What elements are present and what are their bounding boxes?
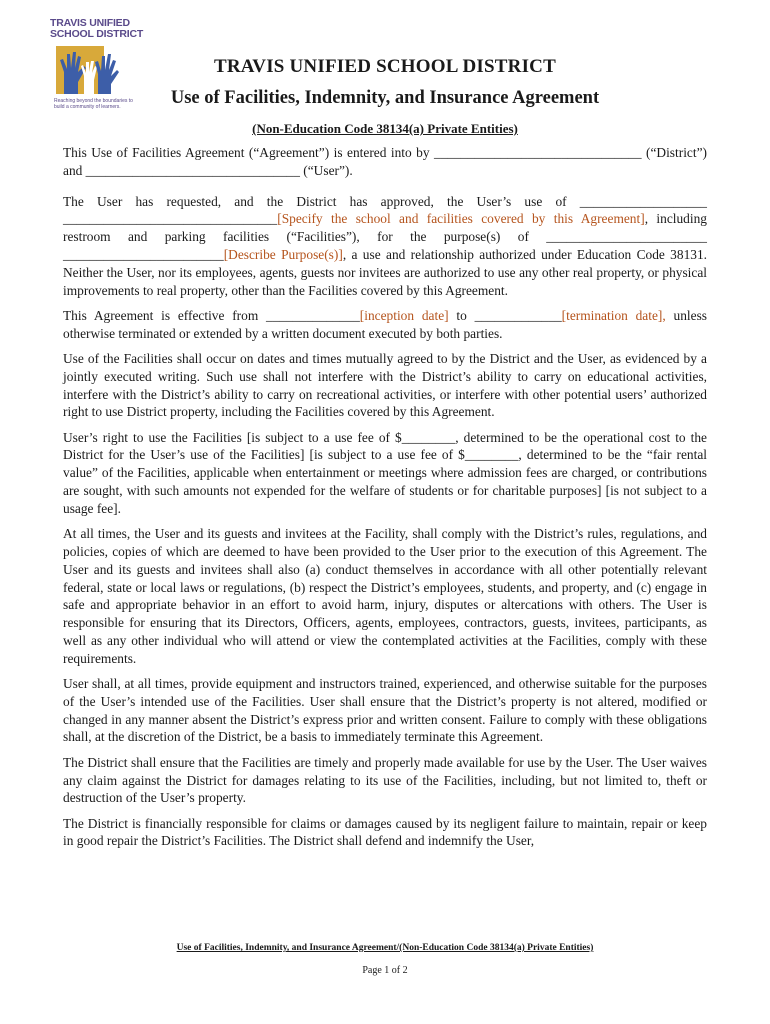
paragraph-request-text-1: The User has requested, and the District has approved, the User’s use of ___________________ ________________________________	[63, 193, 707, 227]
paragraph-liability: The District is financially responsible for claims or damages caused by its negligent failure to maintain, repair or keep in good repair the District’s Facilities. The District shall defend and indemnify the User,	[63, 815, 707, 849]
page-number: Page 1 of 2	[362, 965, 408, 976]
paragraph-scheduling: Use of the Facilities shall occur on dates and times mutually agreed to by the District and the User, as evidenced by a jointly executed writing. Such use shall not interfere with the District’s ability to carry on educational activities, interfere with the District’s ability to carry on recreational activities, or interfere with other potential users’ authorized right to use District property, including the Facilities covered by this Agreement.	[63, 350, 707, 420]
logo-tagline: Reaching beyond the boundaries to build a community of learners.	[54, 98, 133, 110]
paragraph-request-text-3: , a use and relationship authorized under Education Code 38131. Neither the User, nor its employees, agents, guests nor invitees are authorized to use any other real property, or physical improvements to real property, other than the Facilities covered by this Agreement.	[63, 246, 708, 298]
paragraph-request-text-2: , including restroom and parking facilities (“Facilities”), for the purpose(s) of ________________________ ________________________	[63, 211, 707, 262]
paragraph-conduct: At all times, the User and its guests and invitees at the Facility, shall comply with the District’s rules, regulations, and policies, copies of which are deemed to have been provided to the User prior to the execution of this Agreement. The User and its guests and invitees shall also (a) conduct themselves in accordance with all other potentially relevant federal, state or local laws or regulations, (b) respect the District’s employees, students, and property, and (c) engage in safe and appropriate behavior in an effort to avoid harm, injury, disputes or altercations with others. The User is responsible for ensuring that its Directors, Officers, agents, employees, contractors, guests, invitees, participants, as well as any other individual who will attend or view the contemplated activities at the Facilities, comply with these requirements.	[63, 526, 707, 666]
paragraph-fees: User’s right to use the Facilities [is subject to a use fee of $________, determined to be the operational cost to the District for the User’s use of the Facilities] [is subject to a use fee of $________, determined to be the “fair rental value” of the Facilities, applicable when entertainment or meetings where admission fees are charged, or contributions are sought, with such amounts not expended for the welfare of students or for charitable purposes] [is not subject to a usage fee].	[63, 429, 707, 516]
paragraph-term-text-3: unless otherwise terminated or extended by a written document executed by both parties.	[63, 307, 707, 341]
footer-title: Use of Facilities, Indemnity, and Insurance Agreement/(Non-Education Code 38134(a) Private Entities)	[176, 943, 594, 953]
paragraph-term-text-2: to _____________	[448, 307, 562, 323]
hands-logo-icon	[50, 42, 142, 98]
facilities-placeholder: [Specify the school and facilities covered by this Agreement]	[277, 211, 645, 227]
logo-name-line1: TRAVIS UNIFIED	[50, 17, 130, 29]
logo-name-line2: SCHOOL DISTRICT	[50, 28, 144, 40]
paragraph-term-text-1: This Agreement is effective from ______________	[63, 307, 360, 323]
paragraph-equipment: User shall, at all times, provide equipment and instructors trained, experienced, and otherwise suitable for the purposes of the User’s intended use of the Facilities. User shall ensure that the District’s property is not altered, modified or changed in any manner absent the District’s express prior and written consent. Failure to comply with these obligations shall, at the discretion of the District, be a basis to immediately terminate this Agreement.	[63, 676, 707, 745]
paragraph-parties	[63, 144, 707, 180]
paragraph-parties-text: This Use of Facilities Agreement (“Agreement”) is entered into by _______________________________ (“District”) and ________________________________ (“User”).	[63, 145, 707, 178]
agreement-title: Use of Facilities, Indemnity, and Insurance Agreement	[170, 88, 600, 108]
purpose-placeholder: [Describe Purpose(s)]	[223, 246, 343, 262]
paragraph-request	[63, 193, 707, 300]
agreement-body	[63, 144, 707, 858]
district-logo	[50, 18, 142, 114]
paragraph-availability: The District shall ensure that the Facilities are timely and properly made available for use by the User. The User waives any claim against the District for damages relating to its use of the Facilities, including, but not limited to, theft or destruction of the User’s property.	[63, 754, 707, 806]
paragraph-term	[63, 307, 707, 343]
termination-date-placeholder: [termination date],	[561, 307, 666, 323]
district-title: TRAVIS UNIFIED SCHOOL DISTRICT	[214, 56, 556, 77]
inception-date-placeholder: [inception date]	[359, 307, 449, 323]
code-subtitle: (Non-Education Code 38134(a) Private Entities)	[252, 121, 518, 136]
